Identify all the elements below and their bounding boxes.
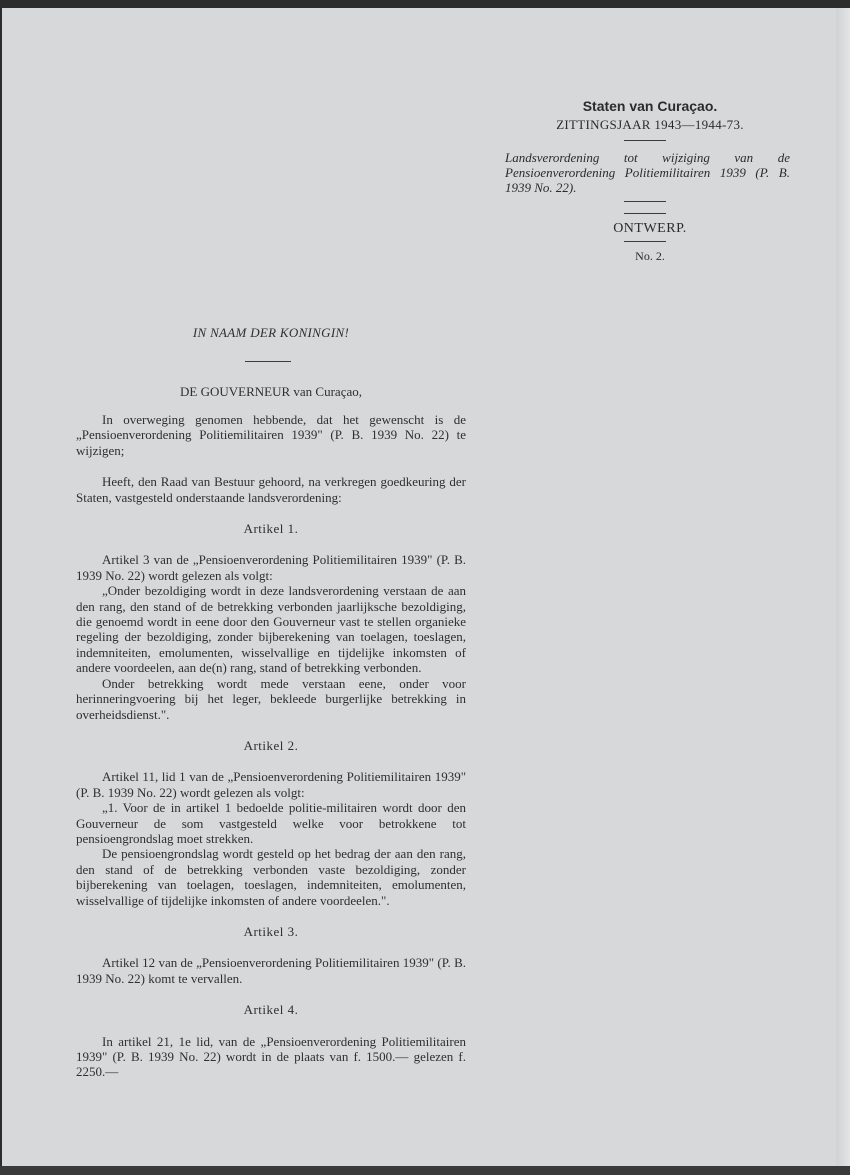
divider (624, 241, 666, 242)
issuer: DE GOUVERNEUR van Curaçao, (180, 384, 362, 399)
draft-number: No. 2. (635, 249, 665, 263)
article-paragraph: „Onder bezoldiging wordt in deze landsverordening verstaan de aan den rang, den stand of de betrekking verbonden jaarlijksche bezoldiging, die genoemd wordt in eene door den Gouverneur vast te stellen organieke regeling der bezoldiging, zonder bijberekening van toelagen, toeslagen, indemniteiten, emolumenten, wisselvallige en tijdelijke inkomsten of andere voordeelen, aan de(n) rang, stand of betrekking verbonden. (76, 583, 466, 676)
page-edge (836, 8, 850, 1166)
invocation: IN NAAM DER KONINGIN! (192, 325, 350, 340)
consideration: In overweging genomen hebbende, dat het gewenscht is de „Pensioenverordening Politiemilitairen 1939" (P. B. 1939 No. 22) te wijzigen; (76, 412, 466, 458)
article-heading: Artikel 2. (243, 737, 299, 753)
divider (624, 140, 666, 141)
article-paragraph: „1. Voor de in artikel 1 bedoelde politie-militairen wordt door den Gouverneur de som vastgesteld welke voor betrokkene tot pensioengrondslag moet strekken. (76, 800, 466, 846)
article-paragraph: Artikel 3 van de „Pensioenverordening Politiemilitairen 1939" (P. B. 1939 No. 22) wordt gelezen als volgt: (76, 552, 466, 583)
organization-name: Staten van Curaçao. (582, 98, 718, 114)
document-body (76, 412, 466, 1080)
draft-label: ONTWERP. (613, 221, 687, 236)
article-paragraph: In artikel 21, 1e lid, van de „Pensioenverordening Politiemilitairen 1939" (P. B. 1939 No. 22) wordt in de plaats van f. 1500.— gelezen f. 2250.— (76, 1033, 466, 1080)
article-paragraph: De pensioengrondslag wordt gesteld op het bedrag der aan den rang, den stand of de betrekking verbonden vaste bezoldiging, zonder bijberekening van toelagen, toeslagen, indemniteiten, emolumenten, wisselvallige of tijdelijke inkomsten of andere voordeelen.". (76, 846, 466, 908)
article-paragraph: Artikel 11, lid 1 van de „Pensioenverordening Politiemilitairen 1939" (P. B. 1939 No. 22) wordt gelezen als volgt: (76, 769, 466, 800)
article-heading: Artikel 4. (243, 1002, 299, 1018)
enactment: Heeft, den Raad van Bestuur gehoord, na verkregen goedkeuring der Staten, vastgesteld onderstaande landsverordening: (76, 474, 466, 505)
divider (624, 201, 666, 202)
article-heading: Artikel 3. (243, 923, 299, 939)
divider (624, 213, 666, 214)
session-year: ZITTINGSJAAR 1943—1944-73. (556, 117, 744, 132)
scan-border (0, 1166, 850, 1175)
divider (245, 361, 291, 362)
article-paragraph: Artikel 12 van de „Pensioenverordening Politiemilitairen 1939" (P. B. 1939 No. 22) komt te vervallen. (76, 955, 466, 986)
ordinance-title: Landsverordening tot wijziging van de Pensioenverordening Politiemilitairen 1939 (P. B. 1939 No. 22). (505, 150, 790, 195)
article-paragraph: Onder betrekking wordt mede verstaan eene, onder voor herinneringvoering bij het leger, bekleede burgerlijke betrekking in overheidsdienst.". (76, 675, 466, 722)
article-heading: Artikel 1. (243, 521, 299, 537)
